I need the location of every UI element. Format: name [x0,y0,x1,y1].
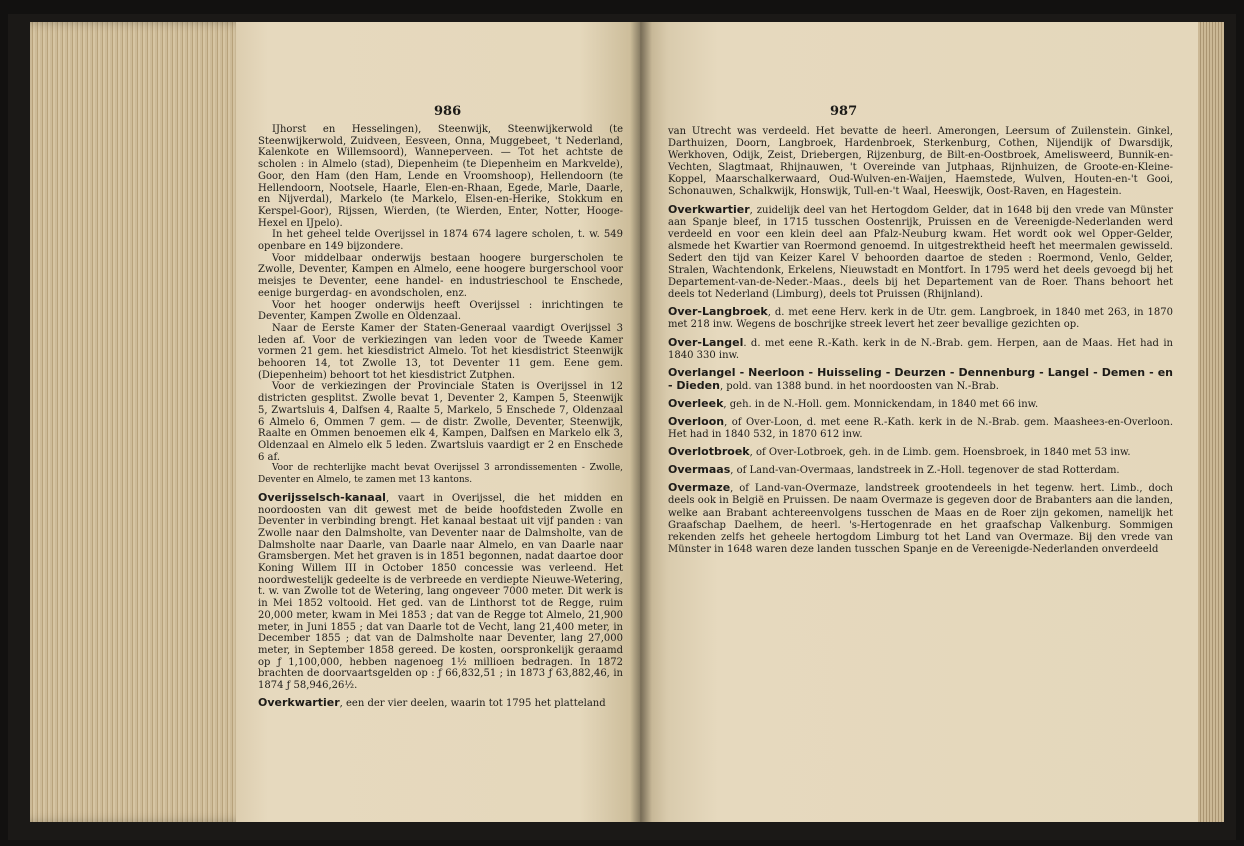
paragraph: Voor het hooger onderwijs heeft Overijssel : inrichtingen te Deventer, Kampen Zwolle en Oldenzaal. [258,299,623,323]
paragraph: IJhorst en Hesselingen), Steenwijk, Steenwijkerwold (te Steenwijkerwold, Zuidveen, Eesveen, Onna, Muggebeet, 't Nederland, Kalenkote en Willemsoord), Wanneperveen. — Tot het achtste de scholen : in Almelo (stad), Diepenheim (te Diepenheim en Markvelde), Goor, den Ham (den Ham, Lende en Vroomshoop), Hellendoorn (te Hellendoorn, Nootsele, Haarle, Elen-en-Rhaan, Egede, Marle, Daarle, en Nijverdal), Markelo (te Markelo, Elsen-en-Herike, Stokkum en Kerspel-Goor), Rijssen, Wierden, (te Wierden, Enter, Notter, Hooge-Hexel en IJpelo). [258,124,623,229]
dictionary-entry [668,204,1173,302]
dictionary-entry [668,482,1173,556]
entry-body: , geh. in de N.-Holl. gem. Monnickendam, in 1840 met 66 inw. [723,398,1039,410]
paragraph: Voor de verkiezingen der Provinciale Staten is Overijssel in 12 districten gesplitst. Zwolle bevat 1, Deventer 2, Kampen 5, Steenwijk 5, Zwartsluis 4, Dalfsen 4, Raalte 5, Markelo, 5 Enschede 7, Oldenzaal 6 Almelo 6, Ommen 7 gem. — de distr. Zwolle, Deventer, Steenwijk, Raalte en Ommen benoemen elk 4, Kampen, Dalfsen en Markelo elk 3, Oldenzaal en Almelo elk 5 leden. Zwartsluis vaardigt er 2 en Enschede 6 af. [258,381,623,463]
entry-body: , of Over-Loon, d. met eene R.-Kath. kerk in de N.-Brab. gem. Maasheeз-en-Overloon. Het had in 1840 532, in 1870 612 inw. [668,416,1173,441]
dictionary-entry [258,492,623,692]
paragraph: van Utrecht was verdeeld. Het bevatte de heerl. Amerongen, Leersum of Zuilenstein. Ginkel, Darthuizen, Doorn, Langbroek, Hardenbroek, Sterkenburg, Cothen, Nijendijk of Dwarsdijk, Werkhoven, Odijk, Zeist, Driebergen, Rijzenburg, de Bilt-en-Oostbroek, Amelisweerd, Bunnik-en-Vechten, Slagtmaat, Rhijnauwen, 't Overeinde van Jutphaas, Rijnhuizen, de Groote-en-Kleine-Koppel, Maarschalkerwaard, Oud-Wulven-en-Waijen, Haemstede, Wulven, Houten-en-'t Gooi, Schonauwen, Schalkwijk, Honswijk, Tull-en-'t Waal, Heeswijk, Oost-Raven, en Hagestein. [668,126,1173,198]
entry-headword: Overmaze [668,481,731,495]
entry-body: , vaart in Overijssel, die het midden en noordoosten van dit gewest met de beide hoofdsteden Zwolle en Deventer in verbinding brengt. Het kanaal bestaat uit vijf panden : van Zwolle naar den Dalmsholte, van Deventer naar de Dalmsholte, van de Dalmsholte naar Daarle, van Daarle naar Almelo, en van Daarle naar Gramsbergen. Met het graven is in 1851 begonnen, nadat daartoe door Koning Willem III in October 1850 concessie was verleend. Het noordwestelijk gedeelte is de verbreede en verdiepte Nieuwe-Wetering, t. w. van Zwolle tot de Wetering, lang ongeveer 7000 meter. Dit werk is in Mei 1852 voltooid. Het ged. van de Linthorst tot de Regge, ruim 20,000 meter, kwam in Mei 1853 ; dat van de Regge tot Almelo, 21,900 meter, in Juni 1855 ; dat van Daarle tot de Vecht, lang 21,400 meter, in December 1855 ; dat van de Dalmsholte naar Deventer, lang 27,000 meter, in September 1858 gereed. De kosten, oorspronkelijk geraamd op ƒ 1,100,000, hebben nagenoeg 1½ millioen bedragen. In 1872 brachten de doorvaartsgelden op : ƒ 66,832,51 ; in 1873 ƒ 63,882,46, in 1874 ƒ 58,946,26½. [258,492,623,692]
left-page-number: 986 [434,104,462,119]
left-page [236,22,640,822]
right-page-number: 987 [830,104,858,119]
entry-headword: Overkwartier [668,202,750,216]
dictionary-entry [668,306,1173,331]
paragraph: Voor middelbaar onderwijs bestaan hoogere burgerscholen te Zwolle, Deventer, Kampen en Almelo, eene hoogere burgerschool voor meisjes te Deventer, eene handel- en industrieschool te Enschede, eenige burgerdag- en avondscholen, enz. [258,252,623,299]
entry-headword: Overmaas [668,463,731,477]
entry-body: , of Land-van-Overmaze, landstreek grootendeels in het tegenw. hert. Limb., doch deels ook in België en Pruissen. De naam Overmaze is gegeven door de Brabanters aan die landen, welke aan Brabant achtereenvolgens tusschen de Maas en de Roer zijn gekomen, namelijk het Graafschap Daelhem, de heerl. 's-Hertogenrade en het graafschap Valkenburg. Sommigen rekenden zelfs het geheele hertogdom Limburg tot het Land van Overmaze. Bij den vrede van Münster in 1648 waren deze landen tusschen Spanje en de Vereenigde-Nederlanden onverdeeld [668,483,1173,555]
dictionary-entry [258,697,623,710]
entry-body: , d. met eene Herv. kerk in de Utr. gem. Langbroek, in 1840 met 263, in 1870 met 218 inw. Wegens de boschrijke streek levert het zeer bevallige gezichten op. [668,307,1173,331]
entry-headword: Overijsselsch-kanaal [258,490,386,504]
left-text-column [258,124,623,709]
dictionary-entry [668,367,1173,393]
entry-body: , een der vier deelen, waarin tot 1795 het platteland [339,697,606,709]
entry-body: , of Land-van-Overmaas, landstreek in Z.-Holl. tegenover de stad Rotterdam. [730,465,1120,477]
entry-headword: Overlotbroek [668,445,750,459]
entry-body: . d. met eene R.-Kath. kerk in de N.-Brab. gem. Herpen, aan de Maas. Het had in 1840 330 inw. [668,337,1173,361]
entry-body: , of Over-Lotbroek, geh. in de Limb. gem. Hoensbroek, in 1840 met 53 inw. [749,447,1131,459]
paragraph: In het geheel telde Overijssel in 1874 674 lagere scholen, t. w. 549 openbare en 149 bijzondere. [258,229,623,253]
right-text-column [668,126,1173,556]
dictionary-entry [668,416,1173,441]
entry-headword: Over-Langbroek [668,305,768,319]
dictionary-entry [668,464,1173,477]
paragraph: Naar de Eerste Kamer der Staten-Generaal vaardigt Overijssel 3 leden af. Voor de verkiezingen van leden voor de Tweede Kamer vormen 21 gem. het kiesdistrict Almelo. Tot het kiesdistrict Steenwijk behooren 14, tot Zwolle 13, tot Deventer 11 gem. Eene gem. (Diepenheim) behoort tot het kiesdistrict Zutphen. [258,322,623,381]
dictionary-entry [668,398,1173,411]
entry-body: , pold. van 1388 bund. in het noordoosten van N.-Brab. [719,380,999,392]
entry-headword: Overkwartier [258,695,340,709]
dictionary-entry [668,446,1173,459]
entry-headword: Overlangel - Neerloon - Huisseling - Deurzen - Dennenburg - Langel - Demen - en - Dieden [668,365,1173,392]
page-edges-left [30,22,250,822]
paragraph: Voor de rechterlijke macht bevat Overijssel 3 arrondissementen - Zwolle, Deventer en Almelo, te zamen met 13 kantons. [258,463,623,486]
right-page [640,22,1198,822]
entry-body: , zuidelijk deel van het Hertogdom Gelder, dat in 1648 bij den vrede van Münster aan Spanje bleef, in 1715 tusschen Oostenrijk, Pruissen en de Vereenigde-Nederlanden werd verdeeld en voor een klein deel aan Pfalz-Neuburg kwam. Het wordt ook wel Opper-Gelder, alsmede het Kwartier van Roermond genoemd. In uitgestrektheid heeft het meermalen gewisseld. Sedert den tijd van Keizer Karel V behoorden daartoe de steden : Roermond, Venlo, Gelder, Stralen, Wachtendonk, Erkelens, Nieuwstadt en Montfort. In 1795 werd het deels gevoegd bij het Departement-van-de-Neder.-Maas., deels bij het Departement van de Roer. Thans behoort het deels tot Nederland (Limburg), deels tot Pruissen (Rhijnland). [668,204,1173,301]
entry-headword: Overleek [668,396,724,410]
book-gutter [630,22,652,822]
dictionary-entry [668,337,1173,362]
entry-headword: Overloon [668,414,725,428]
entry-headword: Over-Langel [668,335,744,349]
